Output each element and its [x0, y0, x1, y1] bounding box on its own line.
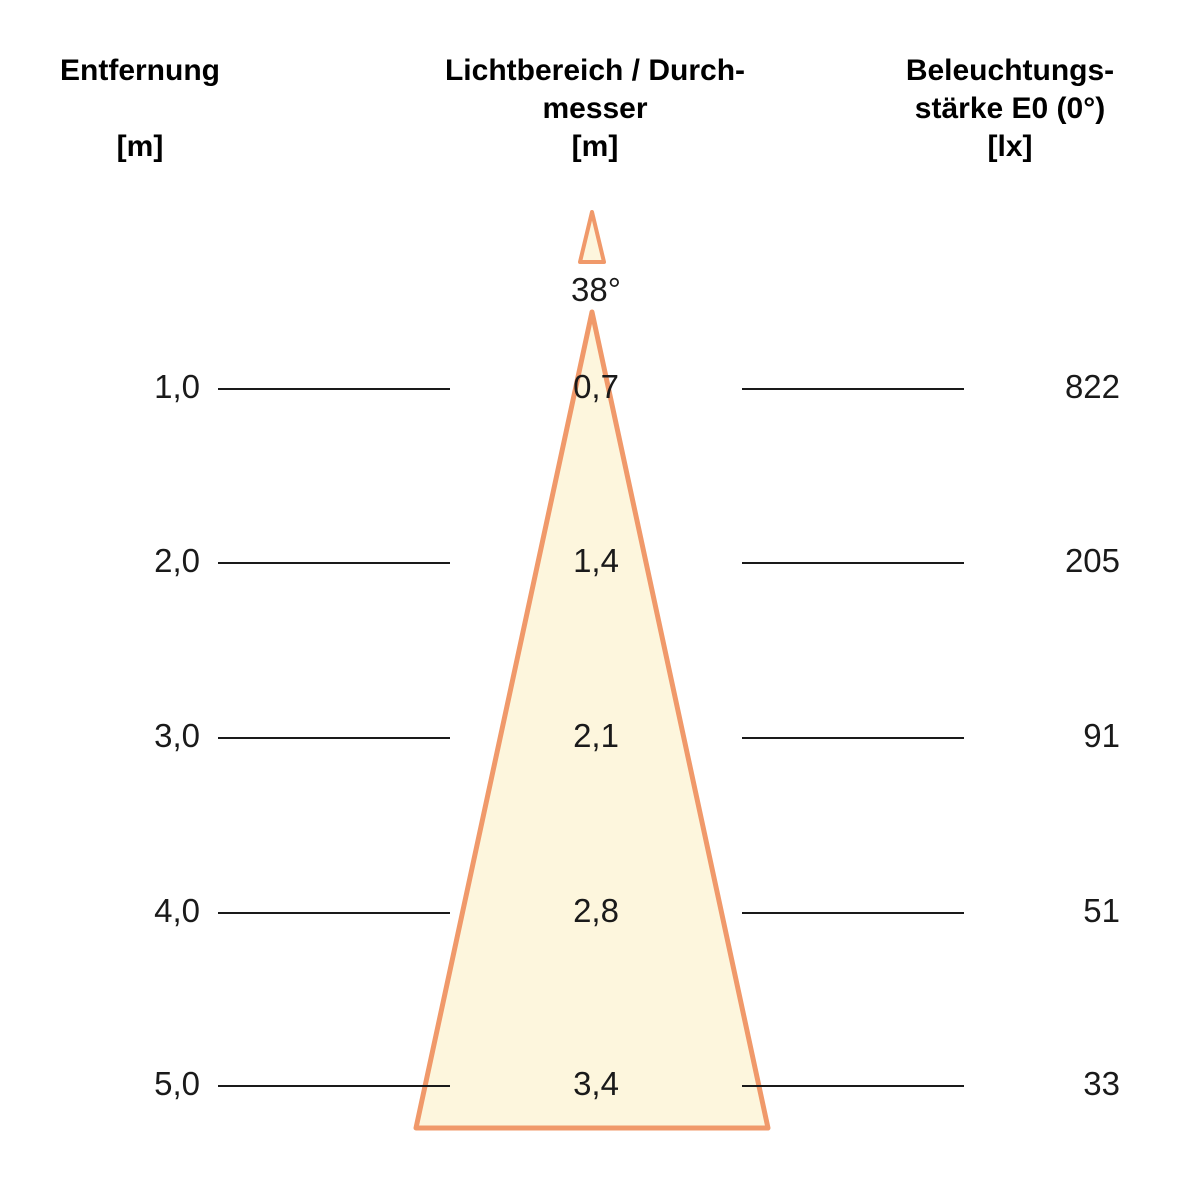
- row-rule-right: [742, 562, 964, 564]
- cell-illuminance: 205: [1064, 542, 1120, 579]
- column-header-diameter: [360, 52, 830, 166]
- row-rule-left: [218, 737, 450, 739]
- column-header-illuminance: [845, 52, 1175, 166]
- column-header-diameter-title-line2: messer: [542, 92, 648, 125]
- column-header-diameter-unit: [m]: [571, 130, 619, 163]
- column-header-illuminance-unit: [lx]: [987, 130, 1033, 163]
- column-header-diameter-title-line1: Lichtbereich / Durch-: [444, 54, 746, 87]
- cell-illuminance: 91: [1083, 717, 1120, 754]
- cell-distance: 4,0: [154, 892, 200, 929]
- row-rule-right: [742, 737, 964, 739]
- column-header-distance: [10, 52, 270, 166]
- cell-diameter: 2,1: [573, 717, 619, 754]
- cell-illuminance: 822: [1064, 368, 1120, 405]
- row-rule-right: [742, 1085, 964, 1087]
- row-rule-left: [218, 912, 450, 914]
- cell-distance: 2,0: [154, 542, 200, 579]
- row-rule-right: [742, 388, 964, 390]
- column-header-distance-unit: [m]: [116, 130, 164, 163]
- cell-illuminance: 33: [1083, 1065, 1120, 1102]
- cell-diameter: 0,7: [573, 368, 619, 405]
- column-header-illuminance-title-line2: stärke E0 (0°): [914, 92, 1106, 125]
- cell-distance: 1,0: [154, 368, 200, 405]
- row-rule-left: [218, 1085, 450, 1087]
- column-header-distance-title: Entfernung: [60, 54, 220, 87]
- cell-diameter: 3,4: [573, 1065, 619, 1102]
- cell-distance: 5,0: [154, 1065, 200, 1102]
- beam-angle-label: 38°: [571, 271, 621, 308]
- row-rule-left: [218, 388, 450, 390]
- cell-diameter: 2,8: [573, 892, 619, 929]
- row-rule-left: [218, 562, 450, 564]
- cell-illuminance: 51: [1083, 892, 1120, 929]
- row-rule-right: [742, 912, 964, 914]
- beam-apex-marker: [580, 212, 604, 262]
- cell-diameter: 1,4: [573, 542, 619, 579]
- column-header-illuminance-title-line1: Beleuchtungs-: [905, 54, 1115, 87]
- cell-distance: 3,0: [154, 717, 200, 754]
